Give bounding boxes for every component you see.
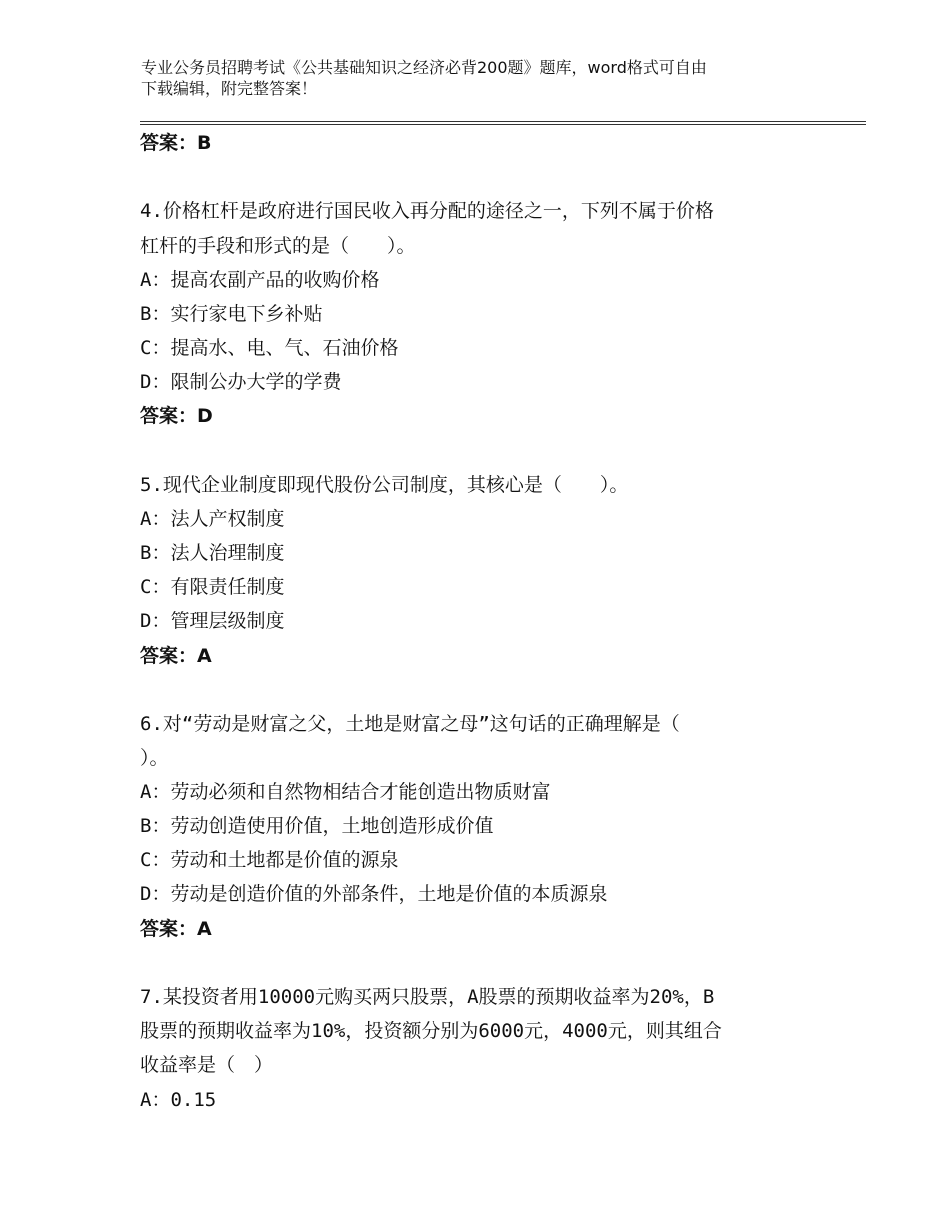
answer-q3: 答案：B: [140, 132, 212, 154]
header-line-1: 专业公务员招聘考试《公共基础知识之经济必背200题》题库，word格式可自由: [141, 58, 707, 77]
option-d: D：管理层级制度: [140, 610, 285, 632]
option-a: A：法人产权制度: [140, 508, 285, 530]
answer-q6: 答案：A: [140, 918, 212, 940]
answer-q4: 答案：D: [140, 405, 213, 427]
option-c: C：有限责任制度: [140, 576, 285, 598]
question-stem: ）。: [140, 747, 169, 769]
header-divider: [140, 121, 866, 122]
option-b: B：实行家电下乡补贴: [140, 303, 323, 325]
option-d: D：限制公办大学的学费: [140, 371, 342, 393]
option-a: A：0.15: [140, 1089, 217, 1111]
option-b: B：劳动创造使用价值，土地创造形成价值: [140, 815, 494, 837]
question-stem: 5.现代企业制度即现代股份公司制度，其核心是（ ）。: [140, 474, 629, 496]
question-stem: 收益率是（ ）: [140, 1054, 274, 1076]
header-divider-double: [140, 124, 866, 125]
question-stem: 7.某投资者用10000元购买两只股票，A股票的预期收益率为20%，B: [140, 986, 715, 1008]
answer-q5: 答案：A: [140, 645, 212, 667]
question-stem: 6.对“劳动是财富之父，土地是财富之母”这句话的正确理解是（: [140, 713, 680, 735]
document-header: [141, 57, 821, 99]
option-a: A：劳动必须和自然物相结合才能创造出物质财富: [140, 781, 551, 803]
option-a: A：提高农副产品的收购价格: [140, 269, 380, 291]
question-stem: 股票的预期收益率为10%，投资额分别为6000元，4000元，则其组合: [140, 1020, 722, 1042]
header-line-2: 下载编辑，附完整答案！: [141, 79, 318, 98]
option-b: B：法人治理制度: [140, 542, 285, 564]
option-d: D：劳动是创造价值的外部条件，土地是价值的本质源泉: [140, 883, 608, 905]
option-c: C：提高水、电、气、石油价格: [140, 337, 399, 359]
option-c: C：劳动和土地都是价值的源泉: [140, 849, 399, 871]
question-stem: 杠杆的手段和形式的是（ ）。: [140, 235, 416, 257]
question-stem: 4.价格杠杆是政府进行国民收入再分配的途径之一，下列不属于价格: [140, 200, 714, 222]
